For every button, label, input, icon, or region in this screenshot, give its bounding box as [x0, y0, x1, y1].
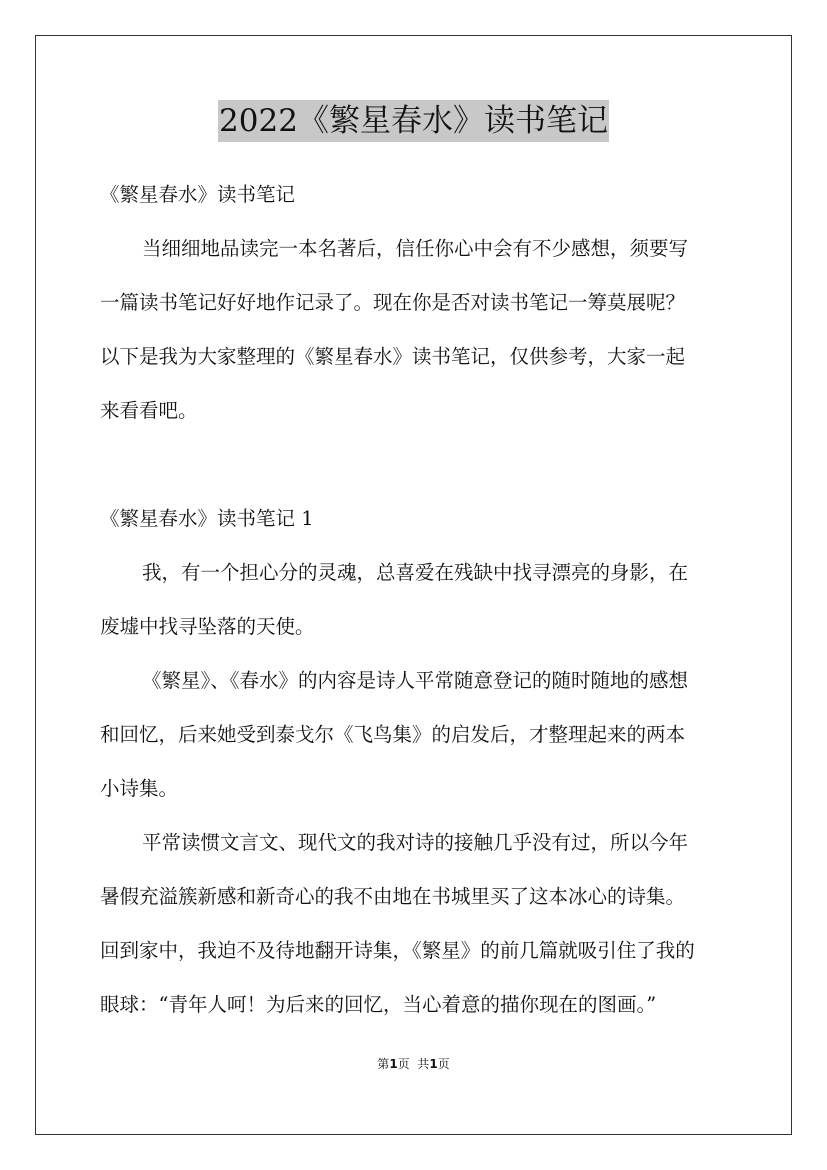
footer-page-number: 1	[389, 1057, 398, 1071]
footer-page-total: 1	[429, 1057, 438, 1071]
intro-line-1: 当细细地品读完一本名著后，信任你心中会有不少感想，须要写	[142, 237, 689, 260]
para1-line-2: 废墟中找寻坠落的天使。	[100, 615, 315, 638]
intro-line-2: 一篇读书笔记好好地作记录了。现在你是否对读书笔记一筹莫展呢？	[100, 291, 686, 314]
para3-line-2: 暑假充溢簇新感和新奇心的我不由地在书城里买了这本冰心的诗集。	[100, 885, 686, 908]
footer-prefix: 第	[377, 1057, 390, 1071]
footer-mid: 页 共	[397, 1057, 430, 1071]
para2-line-2: 和回忆，后来她受到泰戈尔《飞鸟集》的启发后，才整理起来的两本	[100, 723, 686, 746]
title-container	[0, 100, 827, 142]
para1-line-1: 我，有一个担心分的灵魂，总喜爱在残缺中找寻漂亮的身影，在	[142, 561, 689, 584]
section-heading: 《繁星春水》读书笔记 1	[100, 507, 314, 530]
para2-line-3: 小诗集。	[100, 777, 179, 800]
document-subtitle: 《繁星春水》读书笔记	[100, 183, 296, 206]
footer-suffix: 页	[437, 1057, 450, 1071]
intro-line-3: 以下是我为大家整理的《繁星春水》读书笔记，仅供参考，大家一起	[100, 345, 686, 368]
para3-line-1: 平常读惯文言文、现代文的我对诗的接触几乎没有过，所以今年	[142, 831, 689, 854]
para3-line-3: 回到家中，我迫不及待地翻开诗集，《繁星》的前几篇就吸引住了我的	[100, 939, 695, 962]
document-title: 2022《繁星春水》读书笔记	[218, 100, 609, 142]
para2-line-1: 《繁星》、《春水》的内容是诗人平常随意登记的随时随地的感想	[142, 669, 689, 692]
intro-line-4: 来看看吧。	[100, 399, 198, 422]
para3-line-4: 眼球：“青年人呵！为后来的回忆，当心着意的描你现在的图画。”	[100, 993, 657, 1016]
page-footer	[0, 1055, 827, 1073]
